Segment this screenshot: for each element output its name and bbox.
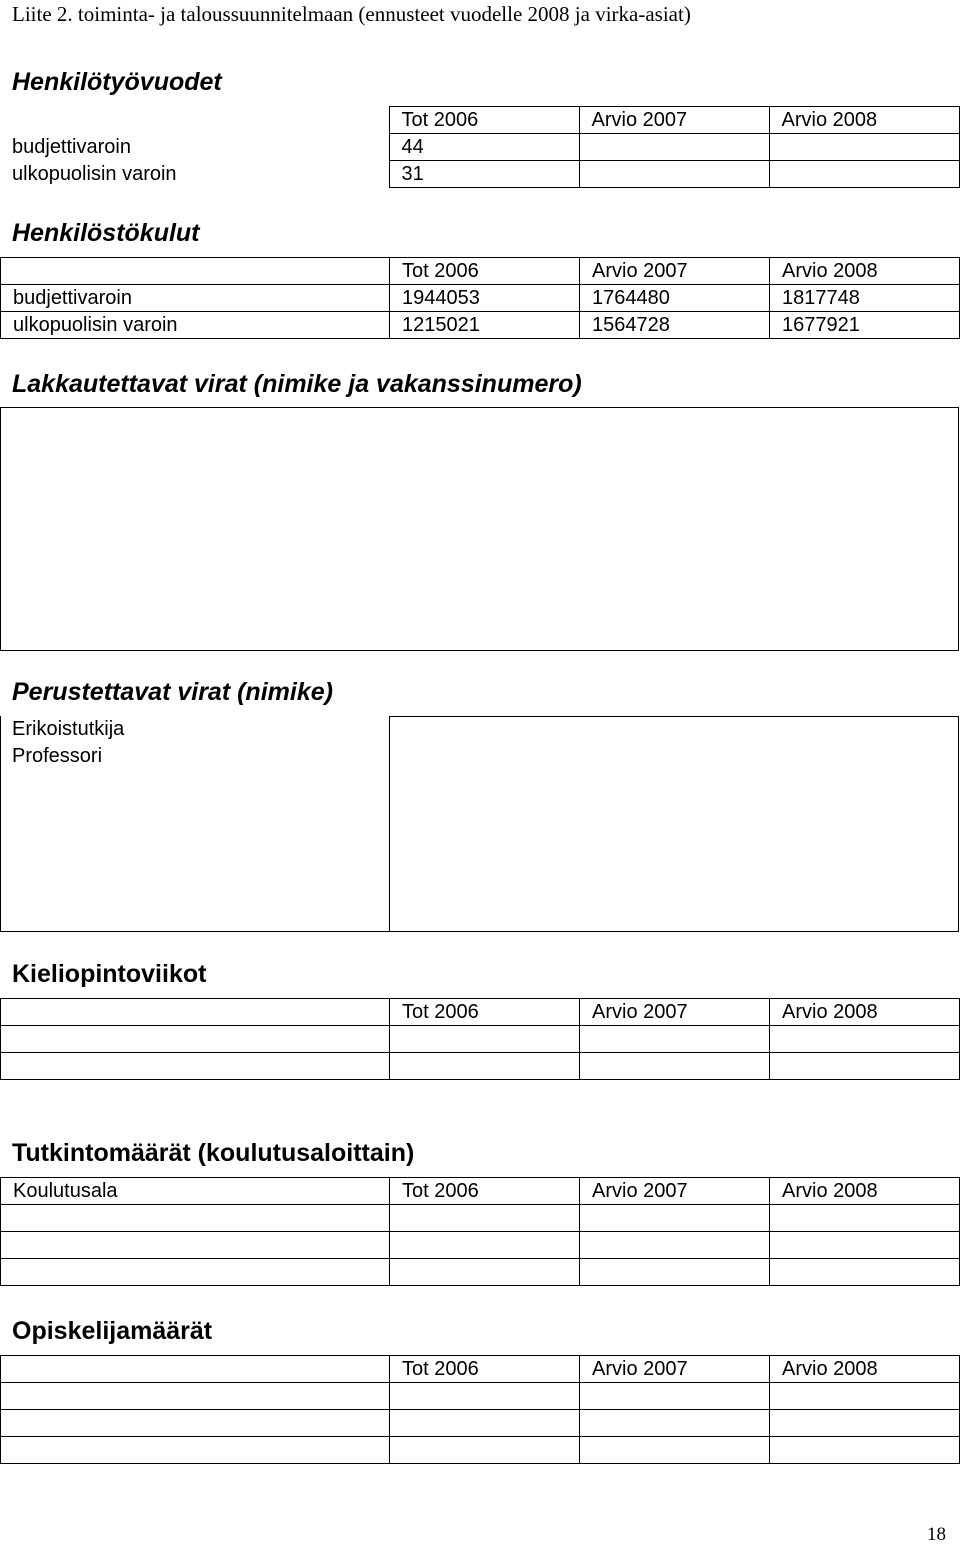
table-cell	[390, 1437, 580, 1464]
opiskelijamaarat-table	[0, 1355, 960, 1464]
section-heading-kieliopintoviikot: Kieliopintoviikot	[12, 960, 207, 988]
list-item: Erikoistutkija	[12, 718, 125, 740]
table-cell	[770, 1259, 960, 1286]
table-cell	[390, 1232, 580, 1259]
column-header: Arvio 2008	[770, 258, 960, 285]
table-cell: 1817748	[770, 285, 960, 312]
table-cell	[1, 1205, 390, 1232]
section-heading-opiskelijamaarat: Opiskelijamäärät	[12, 1317, 213, 1345]
column-header: Tot 2006	[389, 107, 579, 134]
section-heading-tutkintomaarat: Tutkintomäärät (koulutusaloittain)	[12, 1139, 415, 1167]
table-cell	[579, 134, 769, 161]
table-cell	[1, 1410, 390, 1437]
table-cell	[769, 134, 959, 161]
column-header: Tot 2006	[390, 258, 580, 285]
table-row	[1, 1437, 960, 1464]
table-cell: 1564728	[580, 312, 770, 339]
table-cell	[1, 1053, 390, 1080]
table-cell	[390, 1053, 580, 1080]
column-header: Arvio 2008	[770, 1356, 960, 1383]
column-header: Tot 2006	[390, 1178, 580, 1205]
row-label: ulkopuolisin varoin	[12, 162, 177, 185]
table-row	[1, 1410, 960, 1437]
table-cell	[390, 1259, 580, 1286]
perustettavat-left-line	[0, 716, 1, 932]
table-cell	[390, 1383, 580, 1410]
table-cell: 1677921	[770, 312, 960, 339]
table-cell	[770, 1205, 960, 1232]
table-header-row	[1, 258, 960, 285]
section-heading-perustettavat: Perustettavat virat (nimike)	[12, 678, 333, 706]
column-header: Arvio 2007	[579, 107, 769, 134]
table-cell	[390, 1205, 580, 1232]
page-title: Liite 2. toiminta- ja taloussuunnitelmaan (ennusteet vuodelle 2008 ja virka-asiat)	[12, 2, 691, 26]
column-header: Tot 2006	[390, 999, 580, 1026]
table-cell: 1215021	[390, 312, 580, 339]
table-cell	[1, 1259, 390, 1286]
henkilostokulut-table	[0, 257, 960, 339]
section-heading-henkilostokulut: Henkilöstökulut	[12, 219, 200, 247]
kieliopintoviikot-table	[0, 998, 960, 1080]
table-cell	[580, 1232, 770, 1259]
table-cell	[769, 161, 959, 188]
column-header: Arvio 2008	[770, 1178, 960, 1205]
table-cell	[580, 1026, 770, 1053]
column-header: Arvio 2008	[770, 999, 960, 1026]
table-row	[1, 1205, 960, 1232]
column-header: Tot 2006	[390, 1356, 580, 1383]
table-cell: 44	[389, 134, 579, 161]
empty-cell	[1, 258, 390, 285]
column-header: Arvio 2007	[580, 1356, 770, 1383]
empty-cell	[0, 107, 389, 134]
empty-cell	[1, 999, 390, 1026]
table-cell: 1944053	[390, 285, 580, 312]
table-row	[1, 1053, 960, 1080]
table-row	[0, 161, 959, 188]
section-heading-henkilotyovuodet: Henkilötyövuodet	[12, 68, 222, 96]
section-heading-lakkautettavat: Lakkautettavat virat (nimike ja vakanssinumero)	[12, 370, 582, 398]
perustettavat-box	[389, 716, 959, 932]
table-cell	[1, 1383, 390, 1410]
table-row	[1, 1383, 960, 1410]
page-number: 18	[927, 1524, 946, 1545]
empty-cell	[1, 1356, 390, 1383]
column-header: Arvio 2007	[580, 1178, 770, 1205]
table-cell	[390, 1026, 580, 1053]
henkilotyovuodet-table	[0, 106, 960, 188]
table-cell: 31	[389, 161, 579, 188]
lakkautettavat-box	[0, 407, 959, 651]
table-cell	[770, 1026, 960, 1053]
column-header: Arvio 2007	[580, 258, 770, 285]
table-cell	[580, 1383, 770, 1410]
table-cell	[1, 1026, 390, 1053]
column-header: Arvio 2008	[769, 107, 959, 134]
list-item: Professori	[12, 745, 103, 767]
column-header: Arvio 2007	[580, 999, 770, 1026]
table-cell	[770, 1437, 960, 1464]
table-cell	[390, 1410, 580, 1437]
table-cell	[770, 1410, 960, 1437]
table-row	[1, 1232, 960, 1259]
table-cell	[580, 1437, 770, 1464]
table-row	[0, 134, 959, 161]
table-cell	[580, 1410, 770, 1437]
table-row	[1, 1026, 960, 1053]
table-cell	[770, 1232, 960, 1259]
row-label: budjettivaroin	[1, 285, 390, 312]
table-cell	[579, 161, 769, 188]
table-cell	[770, 1053, 960, 1080]
perustettavat-bottom-line	[0, 931, 390, 932]
table-cell	[580, 1053, 770, 1080]
table-row	[1, 285, 960, 312]
table-row	[1, 1259, 960, 1286]
table-cell	[1, 1437, 390, 1464]
table-header-row	[1, 1178, 960, 1205]
column-header: Koulutusala	[1, 1178, 390, 1205]
table-row	[1, 312, 960, 339]
row-label: ulkopuolisin varoin	[1, 312, 390, 339]
table-cell	[1, 1232, 390, 1259]
table-cell	[770, 1383, 960, 1410]
table-header-row	[1, 1356, 960, 1383]
row-label: budjettivaroin	[12, 135, 131, 158]
tutkintomaarat-table	[0, 1177, 960, 1286]
table-cell	[580, 1205, 770, 1232]
table-header-row	[1, 999, 960, 1026]
table-header-row	[0, 107, 959, 134]
table-cell: 1764480	[580, 285, 770, 312]
table-cell	[580, 1259, 770, 1286]
